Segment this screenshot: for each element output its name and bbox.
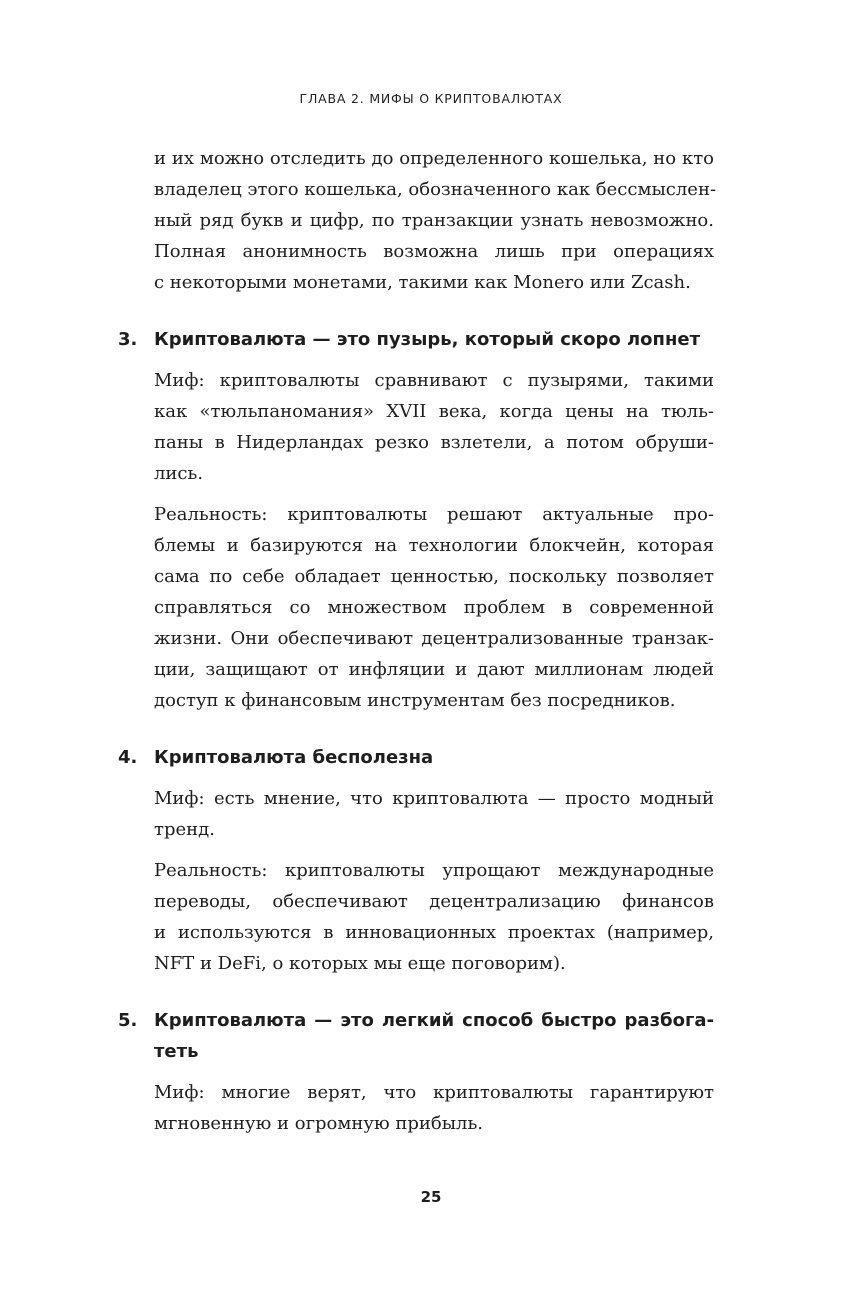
- text-line: как «тюльпаномания» XVII века, когда цены на тюль-: [154, 401, 714, 422]
- section-title: Криптовалюта — это легкий способ быстро разбога-: [154, 1010, 714, 1031]
- myth-paragraph: [154, 783, 714, 845]
- text-line: NFT и DeFi, о которых мы еще поговорим).: [154, 953, 566, 974]
- section-heading: [118, 324, 714, 355]
- running-head: ГЛАВА 2. МИФЫ О КРИПТОВАЛЮТАХ: [299, 91, 563, 106]
- text-line: справляться со множеством проблем в современной: [154, 597, 714, 618]
- text-line: паны в Нидерландах резко взлетели, а потом обруши-: [154, 432, 714, 453]
- text-line: мгновенную и огромную прибыль.: [154, 1113, 483, 1134]
- page-number: 25: [420, 1188, 442, 1206]
- reality-paragraph: [154, 855, 714, 979]
- reality-paragraph: [154, 499, 714, 716]
- section-number: 4.: [118, 747, 138, 768]
- section-title: теть: [154, 1041, 199, 1062]
- text-line: Миф: криптовалюты сравнивают с пузырями, такими: [154, 370, 714, 391]
- section-5: [118, 1005, 714, 1139]
- text-line: с некоторыми монетами, такими как Monero или Zcash.: [154, 272, 691, 293]
- page-body: [118, 143, 717, 1139]
- text-line: блемы и базируются на технологии блокчейн, которая: [154, 535, 714, 556]
- text-line: и используются в инновационных проектах (например,: [154, 922, 714, 943]
- text-line: ный ряд букв и цифр, по транзакции узнать невозможно.: [154, 210, 714, 231]
- section-4: [118, 742, 714, 979]
- text-line: Реальность: криптовалюты упрощают международные: [154, 860, 714, 881]
- section-number: 5.: [118, 1010, 138, 1031]
- section-title: Криптовалюта — это пузырь, который скоро лопнет: [154, 329, 701, 350]
- myth-paragraph: [154, 1077, 714, 1139]
- text-line: Реальность: криптовалюты решают актуальные про-: [154, 504, 714, 525]
- text-line: и их можно отследить до определенного кошелька, но кто: [154, 148, 714, 169]
- text-line: Миф: многие верят, что криптовалюты гарантируют: [154, 1082, 714, 1103]
- text-line: лись.: [154, 463, 204, 484]
- text-line: Миф: есть мнение, что криптовалюта — просто модный: [154, 788, 714, 809]
- intro-paragraph: [154, 143, 717, 298]
- section-3: [118, 324, 714, 716]
- text-line: сама по себе обладает ценностью, поскольку позволяет: [154, 566, 714, 587]
- section-heading: [118, 742, 714, 773]
- text-line: доступ к финансовым инструментам без посредников.: [154, 690, 676, 711]
- section-heading: [118, 1005, 714, 1067]
- section-number: 3.: [118, 329, 138, 350]
- text-line: тренд.: [154, 819, 215, 840]
- myth-paragraph: [154, 365, 714, 489]
- section-title: Криптовалюта бесполезна: [154, 747, 434, 768]
- text-line: владелец этого кошелька, обозначенного как бессмыслен-: [154, 179, 717, 200]
- text-line: ции, защищают от инфляции и дают миллионам людей: [154, 659, 714, 680]
- text-line: переводы, обеспечивают децентрализацию финансов: [154, 891, 714, 912]
- text-line: Полная анонимность возможна лишь при операциях: [154, 241, 714, 262]
- text-line: жизни. Они обеспечивают децентрализованные транзак-: [154, 628, 714, 649]
